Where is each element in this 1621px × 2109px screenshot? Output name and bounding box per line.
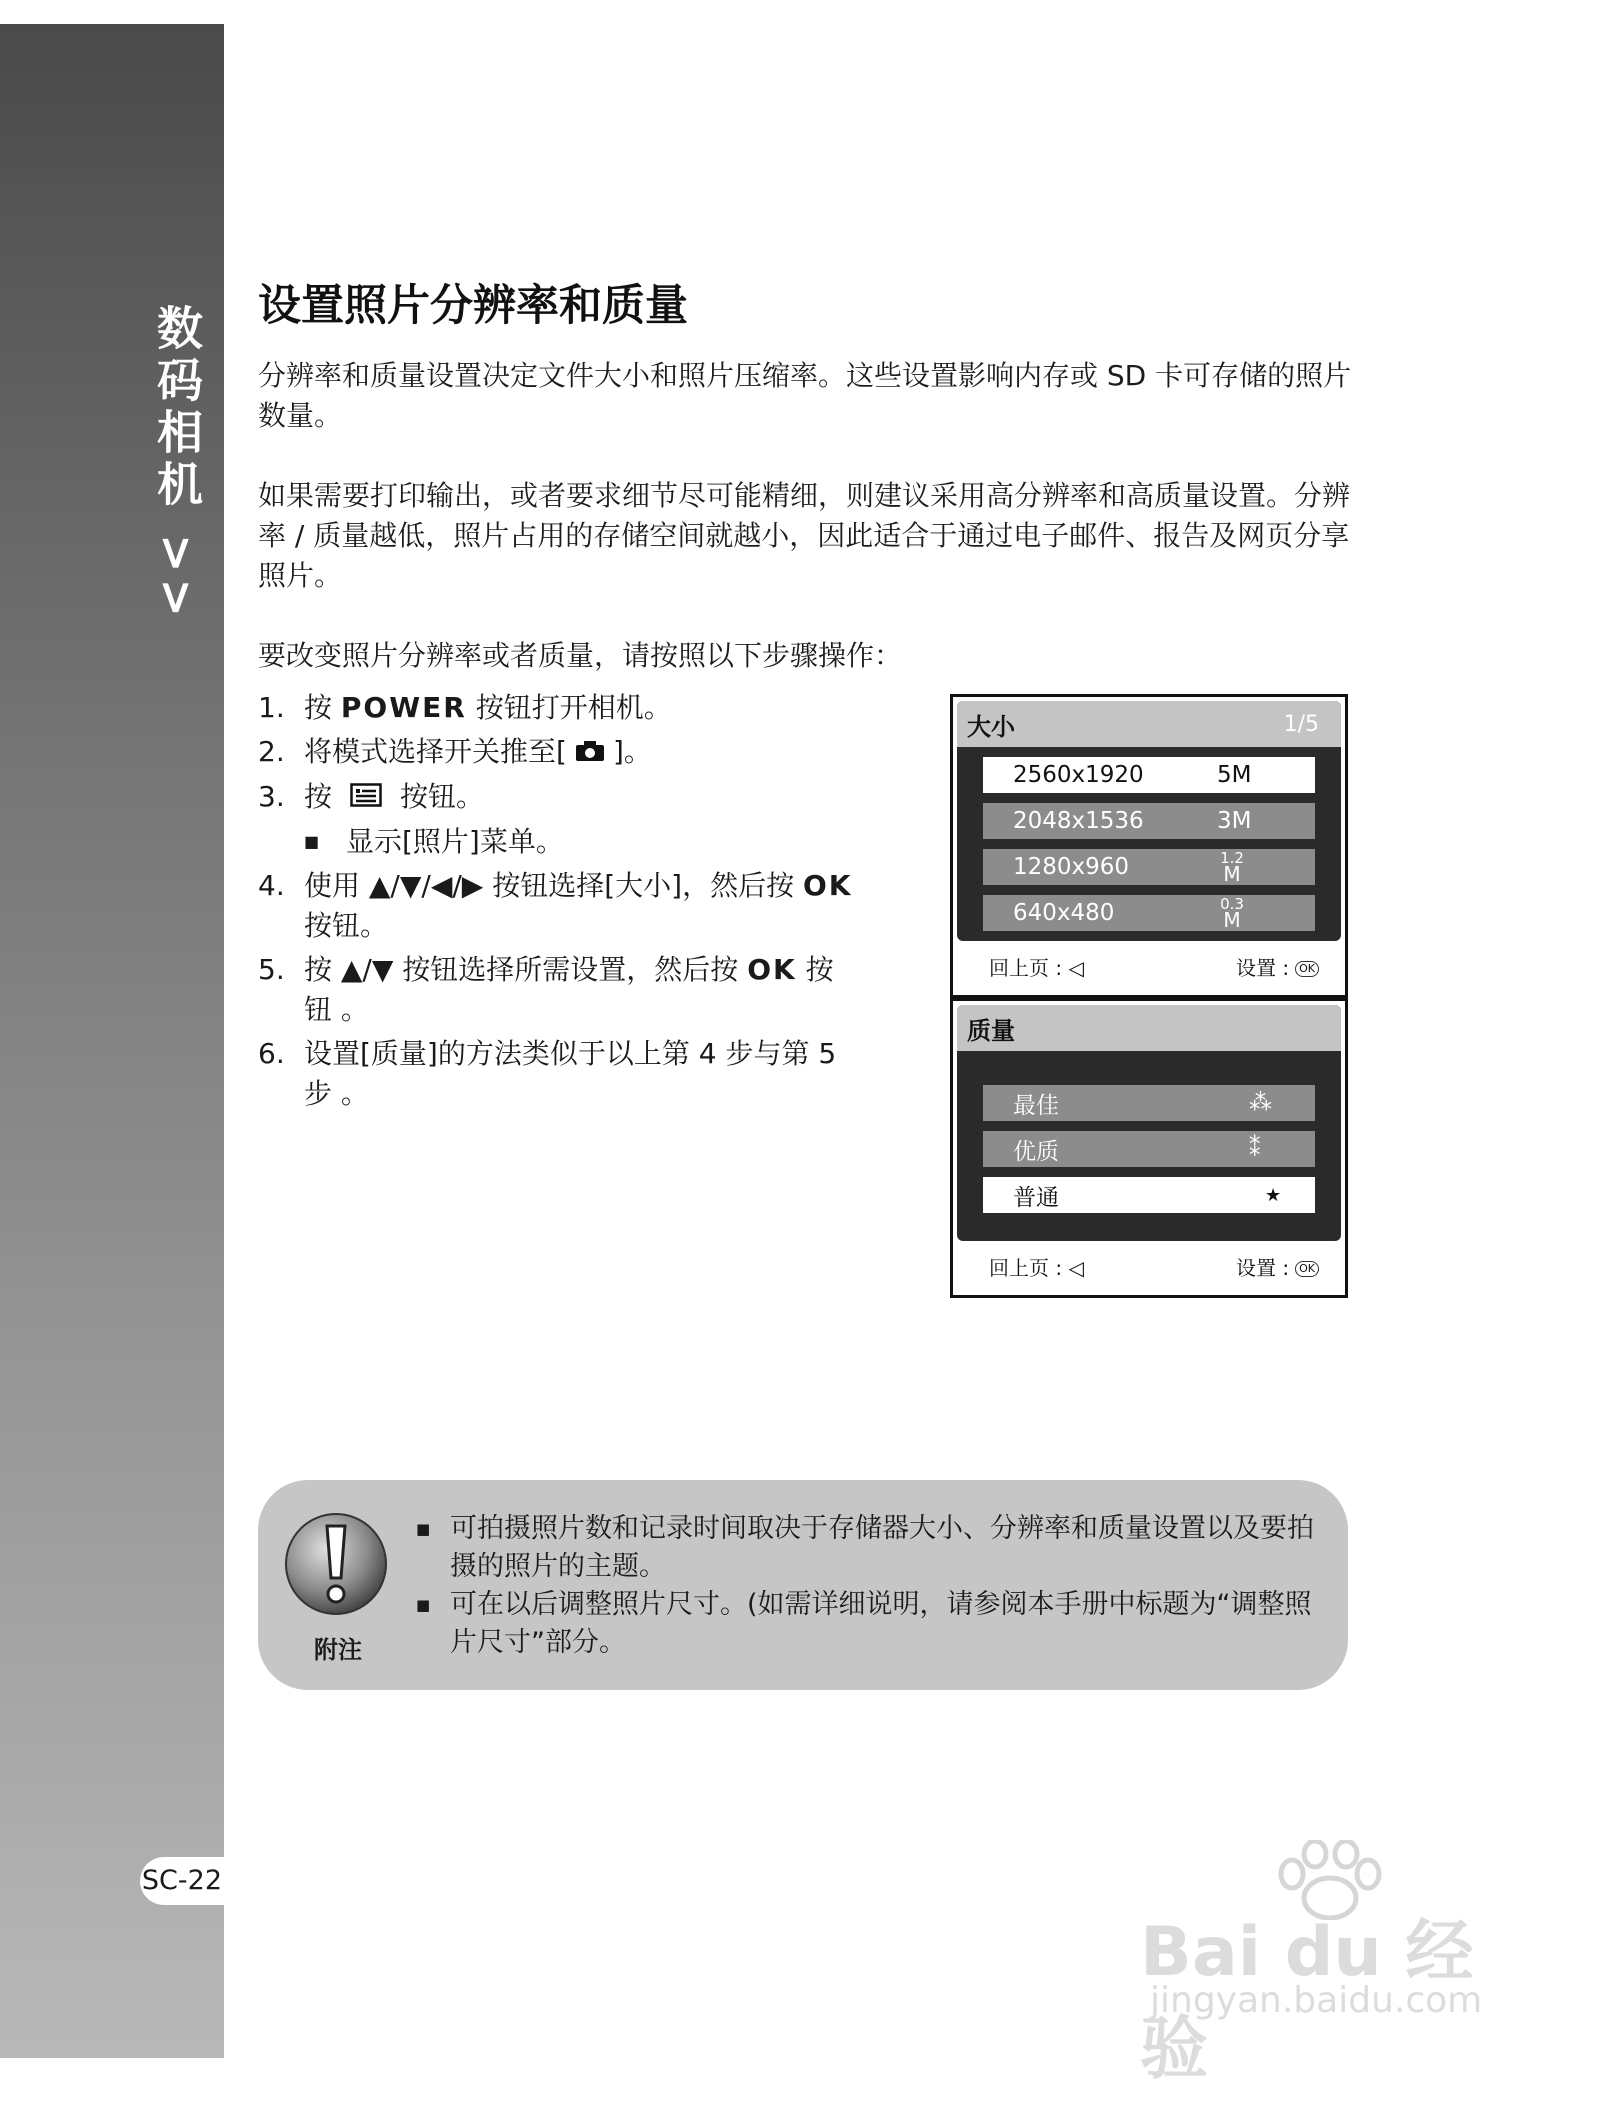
step-3-sub: ■ 显示[照片]菜单。 — [304, 822, 858, 862]
one-star-icon: ★ — [1265, 1184, 1282, 1206]
exclamation-icon — [284, 1512, 388, 1620]
bullet-icon: ■ — [304, 832, 320, 851]
page-title: 设置照片分辨率和质量 — [258, 281, 688, 331]
intro-paragraph: 分辨率和质量设置决定文件大小和照片压缩率。这些设置影响内存或 SD 卡可存储的照片数量。 — [258, 359, 1352, 432]
ok-button-icon: OK — [1295, 961, 1319, 977]
size-menu-page: 1/5 — [1283, 711, 1319, 737]
note-item: ■ 可拍摄照片数和记录时间取决于存储器大小、分辨率和质量设置以及要拍摄的照片的主题。 — [416, 1510, 1316, 1586]
three-stars-icon: ⁂ — [1249, 1090, 1272, 1116]
quality-menu-footer — [957, 1241, 1341, 1291]
quality-menu-screen — [950, 998, 1348, 1298]
page-number: SC-22 — [140, 1857, 228, 1905]
watermark-url: jingyan.baidu.com — [1150, 1980, 1483, 2021]
ok-button-icon: OK — [1295, 1261, 1319, 1277]
back-hint: 回上页 : ◁ — [989, 1255, 1084, 1280]
size-option[interactable]: 640x480 0.3 M — [983, 895, 1315, 931]
two-stars-icon: ⁑ — [1249, 1136, 1261, 1162]
note-box — [258, 1480, 1348, 1690]
sidebar-title: 数码相机 >> — [150, 304, 204, 624]
size-option[interactable]: 1280x960 1.2 M — [983, 849, 1315, 885]
step-4: 4. 使用 ▲/▼/◀/▶ 按钮选择[大小]，然后按 OK 按钮。 — [258, 869, 853, 942]
step-3: 3. 按 按钮。 — [258, 777, 858, 818]
steps-list — [258, 688, 858, 1118]
bullet-icon: ■ — [416, 1520, 431, 1538]
size-option[interactable]: 2048x1536 3M — [983, 803, 1315, 839]
step-5: 5. 按 ▲/▼ 按钮选择所需设置，然后按 OK 按 钮 。 — [258, 953, 834, 1026]
size-menu-header — [957, 701, 1341, 747]
camera-icon — [575, 733, 605, 773]
print-advice-paragraph: 如果需要打印输出，或者要求细节尽可能精细，则建议采用高分辨率和高质量设置。分辨率 / 质量越低，照片占用的存储空间就越小，因此适合于通过电子邮件、报告及网页分享照片。 — [258, 479, 1351, 592]
step-1: 1. 按 POWER 按钮打开相机。 — [258, 691, 672, 724]
menu-button-icon — [350, 778, 382, 818]
steps-intro: 要改变照片分辨率或者质量，请按照以下步骤操作： — [258, 639, 903, 672]
quality-option[interactable]: 普通 ★ — [983, 1177, 1315, 1213]
bullet-icon: ■ — [416, 1596, 431, 1614]
watermark — [1140, 1840, 1520, 2089]
size-menu-title: 大小 — [967, 712, 1015, 741]
size-menu-screen — [950, 694, 1348, 998]
set-hint: 设置 : OK — [1236, 1252, 1319, 1281]
set-hint: 设置 : OK — [1236, 952, 1319, 981]
quality-menu-title: 质量 — [967, 1016, 1015, 1045]
quality-option[interactable]: 最佳 ⁂ — [983, 1085, 1315, 1121]
back-hint: 回上页 : ◁ — [989, 955, 1084, 980]
size-option[interactable]: 2560x1920 5M — [983, 757, 1315, 793]
step-2: 2. 将模式选择开关推至[ ]。 — [258, 732, 858, 773]
watermark-brand: Bai du 经验 — [1140, 1913, 1474, 2089]
size-menu-footer — [957, 941, 1341, 991]
step-6: 6. 设置[质量]的方法类似于以上第 4 步与第 5 步 。 — [258, 1037, 837, 1110]
note-label: 附注 — [314, 1636, 362, 1664]
quality-menu-header — [957, 1005, 1341, 1051]
note-item: ■ 可在以后调整照片尺寸。(如需详细说明，请参阅本手册中标题为“调整照片尺寸”部分。 — [416, 1586, 1316, 1662]
sidebar — [0, 24, 224, 2058]
quality-option[interactable]: 优质 ⁑ — [983, 1131, 1315, 1167]
